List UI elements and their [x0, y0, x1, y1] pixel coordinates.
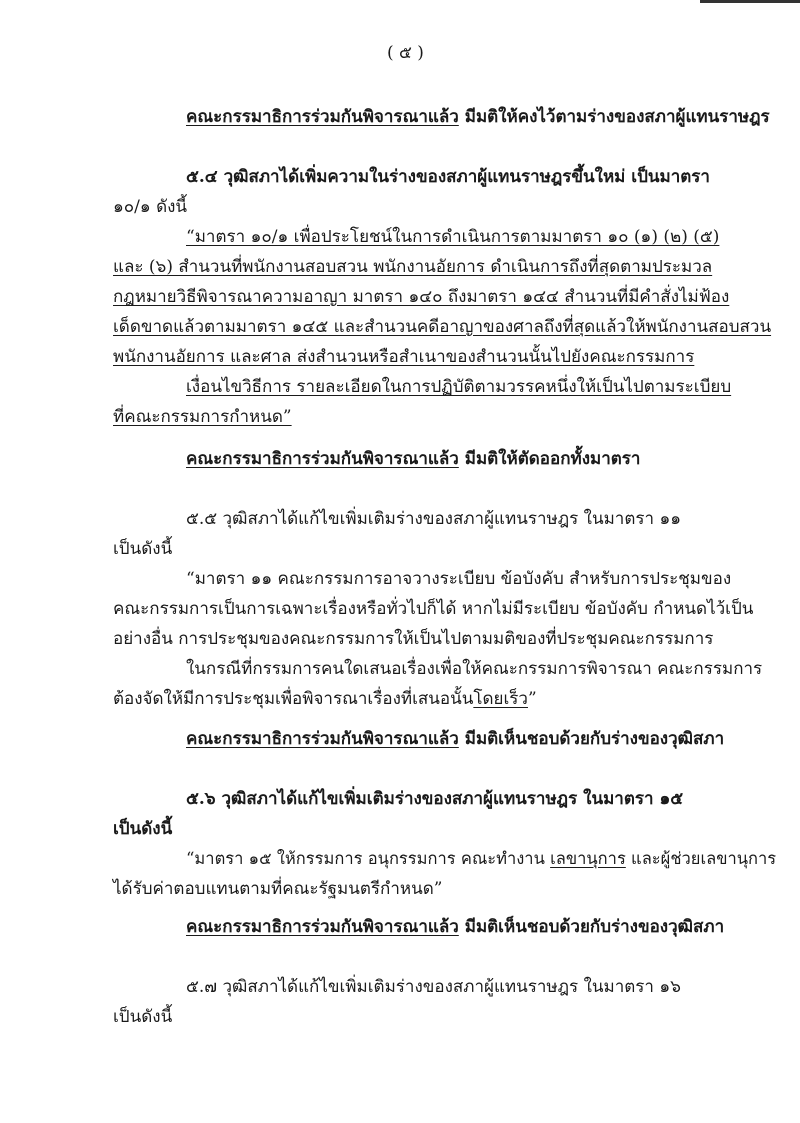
committee-resolution-2 — [186, 448, 640, 470]
quote-line: เงื่อนไขวิธีการ รายละเอียดในการปฏิบัติตามวรรคหนึ่งให้เป็นไปตามระเบียบ — [186, 377, 732, 397]
resolution-text: มีมติให้คงไว้ตามร่างของสภาผู้แทนราษฎร — [464, 107, 770, 127]
committee-resolution-1 — [186, 106, 770, 128]
committee-label: คณะกรรมาธิการร่วมกันพิจารณาแล้ว — [186, 917, 459, 937]
quote-line — [186, 848, 776, 870]
quote-text: ต้องจัดให้มีการประชุมเพื่อพิจารณาเรื่องที่เสนอนั้น — [113, 689, 474, 709]
section-5-6-intro-cont: เป็นดังนี้ — [113, 819, 173, 839]
quote-line: กฎหมายวิธีพิจารณาความอาญา มาตรา ๑๔๐ ถึงมาตรา ๑๔๔ สำนวนที่มีคำสั่งไม่ฟ้อง — [113, 287, 730, 307]
section-5-7-intro: ๕.๗ วุฒิสภาได้แก้ไขเพิ่มเติมร่างของสภาผู้แทนราษฎร ในมาตรา ๑๖ — [186, 977, 681, 997]
committee-label: คณะกรรมาธิการร่วมกันพิจารณาแล้ว — [186, 449, 459, 469]
committee-resolution-4 — [186, 916, 724, 938]
committee-resolution-3 — [186, 728, 724, 750]
quote-underlined-text: เลขานุการ — [550, 849, 626, 868]
resolution-text: มีมติเห็นชอบด้วยกับร่างของวุฒิสภา — [464, 729, 725, 749]
section-5-4-intro-cont: ๑๐/๑ ดังนี้ — [113, 197, 188, 217]
quote-line: คณะกรรมการเป็นการเฉพาะเรื่องหรือทั่วไปก็ได้ หากไม่มีระเบียบ ข้อบังคับ กำหนดไว้เป็น — [113, 599, 754, 619]
page-number: ( ๕ ) — [387, 43, 424, 63]
quote-line: เด็ดขาดแล้วตามมาตรา ๑๔๕ และสำนวนคดีอาญาของศาลถึงที่สุดแล้วให้พนักงานสอบสวน — [113, 317, 772, 337]
committee-label: คณะกรรมาธิการร่วมกันพิจารณาแล้ว — [186, 107, 459, 127]
section-5-5-intro-cont: เป็นดังนี้ — [113, 539, 173, 559]
quote-text: และผู้ช่วยเลขานุการ — [625, 849, 777, 868]
quote-line — [113, 688, 537, 710]
quote-line: “มาตรา ๑๐/๑ เพื่อประโยชน์ในการดำเนินการตามมาตรา ๑๐ (๑) (๒) (๕) — [186, 227, 720, 247]
resolution-text: มีมติเห็นชอบด้วยกับร่างของวุฒิสภา — [464, 917, 725, 937]
quote-text: “มาตรา ๑๕ ให้กรรมการ อนุกรรมการ คณะทำงาน — [186, 849, 551, 868]
section-5-5-intro: ๕.๕ วุฒิสภาได้แก้ไขเพิ่มเติมร่างของสภาผู้แทนราษฎร ในมาตรา ๑๑ — [186, 509, 682, 529]
section-5-6-intro: ๕.๖ วุฒิสภาได้แก้ไขเพิ่มเติมร่างของสภาผู้แทนราษฎร ในมาตรา ๑๕ — [186, 789, 684, 809]
quote-line: และ (๖) สำนวนที่พนักงานสอบสวน พนักงานอัยการ ดำเนินการถึงที่สุดตามประมวล — [113, 257, 713, 277]
quote-line: “มาตรา ๑๑ คณะกรรมการอาจวางระเบียบ ข้อบังคับ สำหรับการประชุมของ — [186, 569, 732, 589]
resolution-text: มีมติให้ตัดออกทั้งมาตรา — [464, 449, 641, 469]
quote-line: ในกรณีที่กรรมการคนใดเสนอเรื่องเพื่อให้คณะกรรมการพิจารณา คณะกรรมการ — [186, 659, 763, 679]
top-edge-line — [700, 0, 800, 3]
section-5-7-intro-cont: เป็นดังนี้ — [113, 1007, 173, 1027]
quote-line: พนักงานอัยการ และศาล ส่งสำนวนหรือสำเนาของสำนวนนั้นไปยังคณะกรรมการ — [113, 347, 695, 367]
quote-line: อย่างอื่น การประชุมของคณะกรรมการให้เป็นไปตามมติของที่ประชุมคณะกรรมการ — [113, 629, 714, 649]
quote-underlined-text: โดยเร็ว — [473, 689, 528, 709]
quote-line: ที่คณะกรรมการกำหนด” — [113, 407, 292, 427]
quote-line: ได้รับค่าตอบแทนตามที่คณะรัฐมนตรีกำหนด” — [113, 879, 443, 899]
committee-label: คณะกรรมาธิการร่วมกันพิจารณาแล้ว — [186, 729, 459, 749]
quote-close: ” — [527, 689, 537, 709]
section-5-4-intro: ๕.๔ วุฒิสภาได้เพิ่มความในร่างของสภาผู้แทนราษฎรขึ้นใหม่ เป็นมาตรา — [186, 167, 710, 187]
